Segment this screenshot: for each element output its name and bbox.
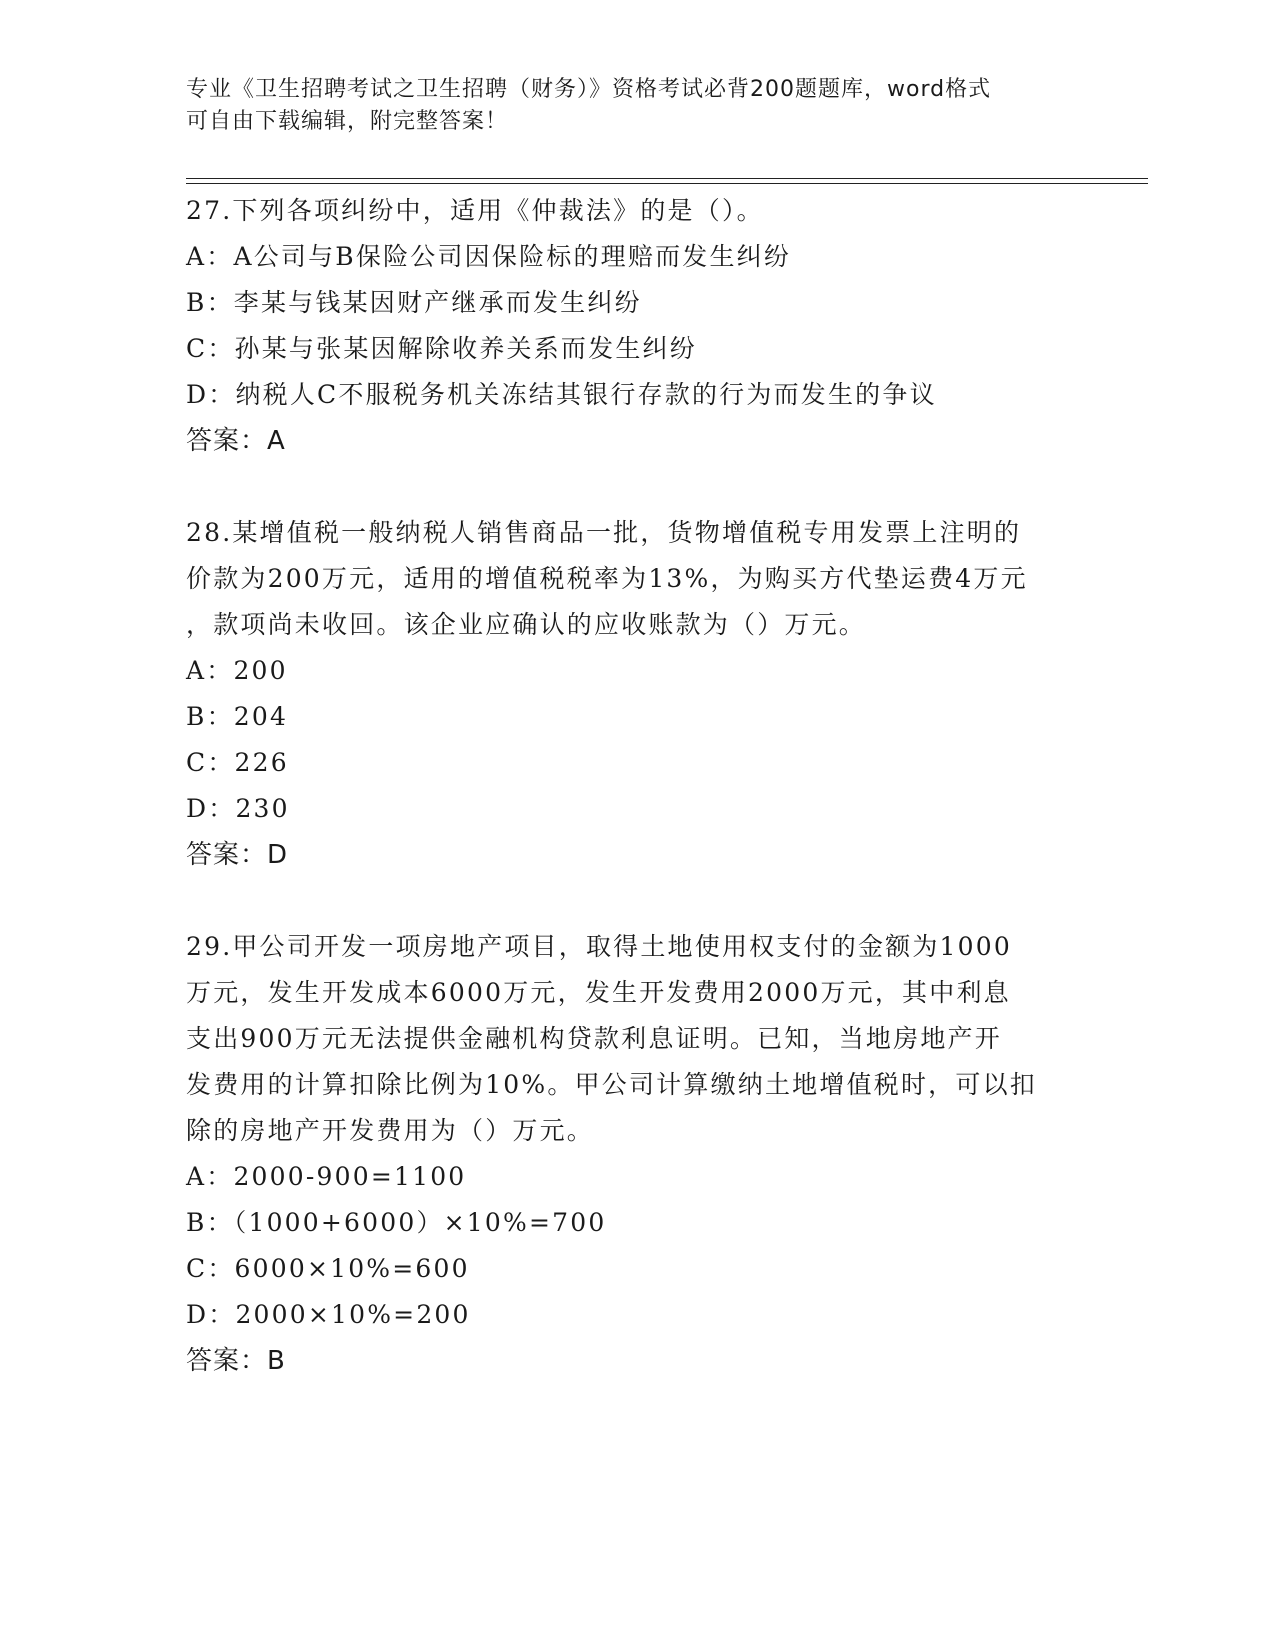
answer-line: 答案：A bbox=[186, 426, 286, 456]
question-stem: 发费用的计算扣除比例为10%。甲公司计算缴纳土地增值税时，可以扣 bbox=[186, 1070, 1037, 1099]
question-stem: ，款项尚未收回。该企业应确认的应收账款为（）万元。 bbox=[186, 610, 867, 639]
question-stem: 支出900万元无法提供金融机构贷款利息证明。已知，当地房地产开 bbox=[186, 1024, 1002, 1053]
answer-line: 答案：B bbox=[186, 1346, 286, 1376]
question-list bbox=[186, 188, 1086, 1384]
option-c: C：孙某与张某因解除收养关系而发生纠纷 bbox=[186, 334, 697, 363]
question-stem: 除的房地产开发费用为（）万元。 bbox=[186, 1116, 595, 1145]
option-c: C：6000×10%=600 bbox=[186, 1254, 470, 1283]
question-stem: 万元，发生开发成本6000万元，发生开发费用2000万元，其中利息 bbox=[186, 978, 1011, 1007]
question-stem: 28.某增值税一般纳税人销售商品一批，货物增值税专用发票上注明的 bbox=[186, 518, 1022, 547]
header-divider-bottom bbox=[186, 183, 1148, 184]
question-stem: 价款为200万元，适用的增值税税率为13%，为购买方代垫运费4万元 bbox=[186, 564, 1028, 593]
question-spacer bbox=[186, 464, 1086, 510]
option-a: A：2000-900=1100 bbox=[186, 1162, 467, 1191]
option-a: A：200 bbox=[186, 656, 288, 685]
header-divider-top bbox=[186, 178, 1148, 179]
question-stem: 27.下列各项纠纷中，适用《仲裁法》的是（）。 bbox=[186, 196, 764, 225]
option-d: D：2000×10%=200 bbox=[186, 1300, 471, 1329]
header-title-line-1: 专业《卫生招聘考试之卫生招聘（财务）》资格考试必背200题题库，word格式 bbox=[186, 77, 992, 102]
header-title-line-2: 可自由下载编辑，附完整答案！ bbox=[186, 109, 509, 134]
option-d: D：230 bbox=[186, 794, 290, 823]
answer-line: 答案：D bbox=[186, 840, 289, 870]
question-block bbox=[186, 924, 1086, 1384]
option-b: B：（1000+6000）×10%=700 bbox=[186, 1208, 607, 1237]
option-b: B：204 bbox=[186, 702, 289, 731]
document-header bbox=[186, 74, 1086, 138]
option-c: C：226 bbox=[186, 748, 289, 777]
option-a: A：A公司与B保险公司因保险标的理赔而发生纠纷 bbox=[186, 242, 792, 271]
option-b: B：李某与钱某因财产继承而发生纠纷 bbox=[186, 288, 642, 317]
question-block bbox=[186, 510, 1086, 878]
question-stem: 29.甲公司开发一项房地产项目，取得土地使用权支付的金额为1000 bbox=[186, 932, 1012, 961]
question-block bbox=[186, 188, 1086, 464]
question-spacer bbox=[186, 878, 1086, 924]
option-d: D：纳税人C不服税务机关冻结其银行存款的行为而发生的争议 bbox=[186, 380, 937, 409]
